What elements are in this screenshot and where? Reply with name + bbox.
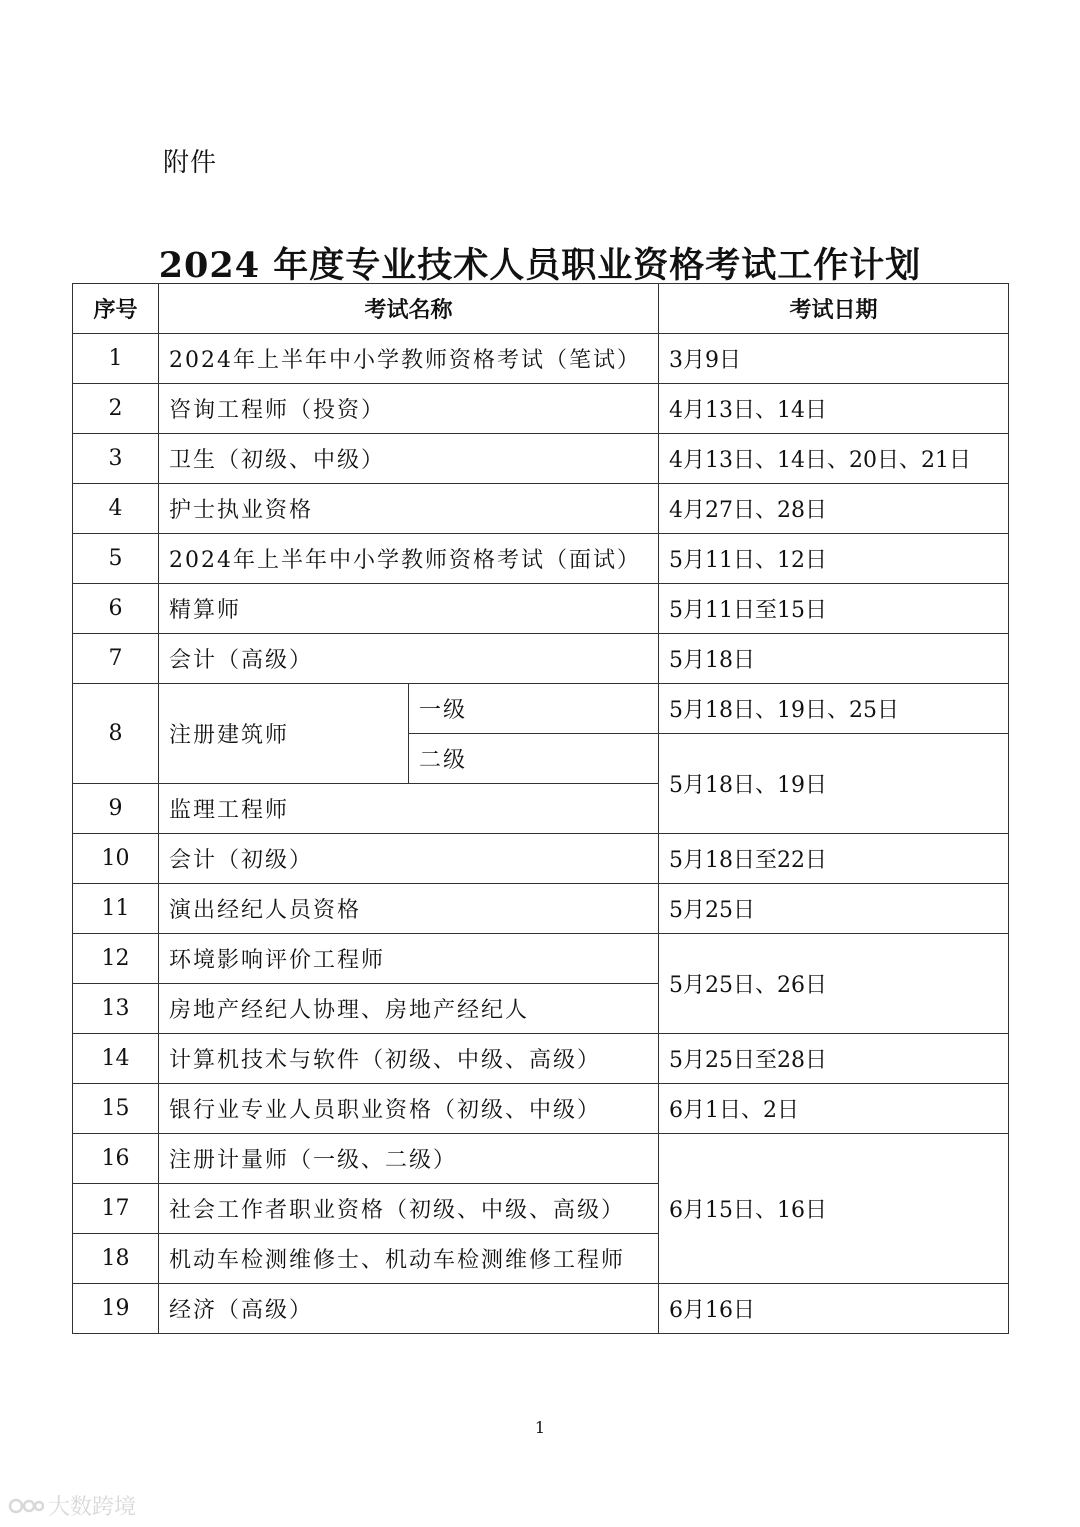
row-date: 6月15日、16日 bbox=[659, 1134, 1009, 1284]
table-row bbox=[73, 934, 1009, 984]
row-num: 1 bbox=[73, 334, 159, 384]
row-name: 机动车检测维修士、机动车检测维修工程师 bbox=[159, 1234, 659, 1284]
row-num: 13 bbox=[73, 984, 159, 1034]
row-num: 2 bbox=[73, 384, 159, 434]
row-name: 计算机技术与软件（初级、中级、高级） bbox=[159, 1034, 659, 1084]
row-date: 5月25日、26日 bbox=[659, 934, 1009, 1034]
row-num: 15 bbox=[73, 1084, 159, 1134]
header-name: 考试名称 bbox=[159, 284, 659, 334]
row-num: 19 bbox=[73, 1284, 159, 1334]
table-row bbox=[73, 684, 1009, 734]
table-row bbox=[73, 434, 1009, 484]
row-date: 5月18日至22日 bbox=[659, 834, 1009, 884]
row-name: 会计（高级） bbox=[159, 634, 659, 684]
row-num: 17 bbox=[73, 1184, 159, 1234]
row-name: 注册建筑师 bbox=[159, 684, 409, 784]
table-row bbox=[73, 884, 1009, 934]
row-name: 演出经纪人员资格 bbox=[159, 884, 659, 934]
row-num: 18 bbox=[73, 1234, 159, 1284]
row-name: 经济（高级） bbox=[159, 1284, 659, 1334]
row-date: 5月25日 bbox=[659, 884, 1009, 934]
row-num: 3 bbox=[73, 434, 159, 484]
row-date: 5月18日 bbox=[659, 634, 1009, 684]
row-date: 5月18日、19日 bbox=[659, 734, 1009, 834]
table-row bbox=[73, 334, 1009, 384]
row-num: 10 bbox=[73, 834, 159, 884]
table-row bbox=[73, 634, 1009, 684]
row-name: 精算师 bbox=[159, 584, 659, 634]
table-row bbox=[73, 584, 1009, 634]
row-date: 6月16日 bbox=[659, 1284, 1009, 1334]
table-row bbox=[73, 1284, 1009, 1334]
watermark bbox=[8, 1490, 136, 1521]
row-name: 2024年上半年中小学教师资格考试（笔试） bbox=[159, 334, 659, 384]
row-date: 5月11日至15日 bbox=[659, 584, 1009, 634]
row-date: 4月13日、14日 bbox=[659, 384, 1009, 434]
row-date: 5月18日、19日、25日 bbox=[659, 684, 1009, 734]
row-date: 6月1日、2日 bbox=[659, 1084, 1009, 1134]
row-date: 5月11日、12日 bbox=[659, 534, 1009, 584]
row-sub-level: 二级 bbox=[409, 734, 659, 784]
document-title: 2024 年度专业技术人员职业资格考试工作计划 bbox=[158, 245, 922, 286]
table-row bbox=[73, 834, 1009, 884]
row-name: 咨询工程师（投资） bbox=[159, 384, 659, 434]
row-name: 卫生（初级、中级） bbox=[159, 434, 659, 484]
row-num: 5 bbox=[73, 534, 159, 584]
row-name: 环境影响评价工程师 bbox=[159, 934, 659, 984]
table-row bbox=[73, 484, 1009, 534]
row-name: 2024年上半年中小学教师资格考试（面试） bbox=[159, 534, 659, 584]
row-name: 监理工程师 bbox=[159, 784, 659, 834]
row-num: 4 bbox=[73, 484, 159, 534]
row-num: 9 bbox=[73, 784, 159, 834]
row-name: 房地产经纪人协理、房地产经纪人 bbox=[159, 984, 659, 1034]
row-date: 5月25日至28日 bbox=[659, 1034, 1009, 1084]
row-date: 3月9日 bbox=[659, 334, 1009, 384]
row-name: 会计（初级） bbox=[159, 834, 659, 884]
table-header-row bbox=[73, 284, 1009, 334]
header-num: 序号 bbox=[73, 284, 159, 334]
row-num: 8 bbox=[73, 684, 159, 784]
row-name: 注册计量师（一级、二级） bbox=[159, 1134, 659, 1184]
row-num: 16 bbox=[73, 1134, 159, 1184]
row-name: 银行业专业人员职业资格（初级、中级） bbox=[159, 1084, 659, 1134]
row-date: 4月13日、14日、20日、21日 bbox=[659, 434, 1009, 484]
exam-schedule-table bbox=[72, 283, 1009, 1334]
row-num: 6 bbox=[73, 584, 159, 634]
row-num: 12 bbox=[73, 934, 159, 984]
row-num: 11 bbox=[73, 884, 159, 934]
row-sub-level: 一级 bbox=[409, 684, 659, 734]
row-num: 7 bbox=[73, 634, 159, 684]
watermark-logo-icon bbox=[8, 1496, 44, 1516]
header-date: 考试日期 bbox=[659, 284, 1009, 334]
row-name: 护士执业资格 bbox=[159, 484, 659, 534]
table-row bbox=[73, 1034, 1009, 1084]
row-name: 社会工作者职业资格（初级、中级、高级） bbox=[159, 1184, 659, 1234]
row-date: 4月27日、28日 bbox=[659, 484, 1009, 534]
attachment-label: 附件 bbox=[163, 148, 218, 178]
table-row bbox=[73, 1134, 1009, 1184]
page-number: 1 bbox=[534, 1418, 546, 1437]
row-num: 14 bbox=[73, 1034, 159, 1084]
table-row bbox=[73, 1084, 1009, 1134]
watermark-text: 大数跨境 bbox=[48, 1495, 137, 1520]
table-row bbox=[73, 384, 1009, 434]
table-row bbox=[73, 534, 1009, 584]
